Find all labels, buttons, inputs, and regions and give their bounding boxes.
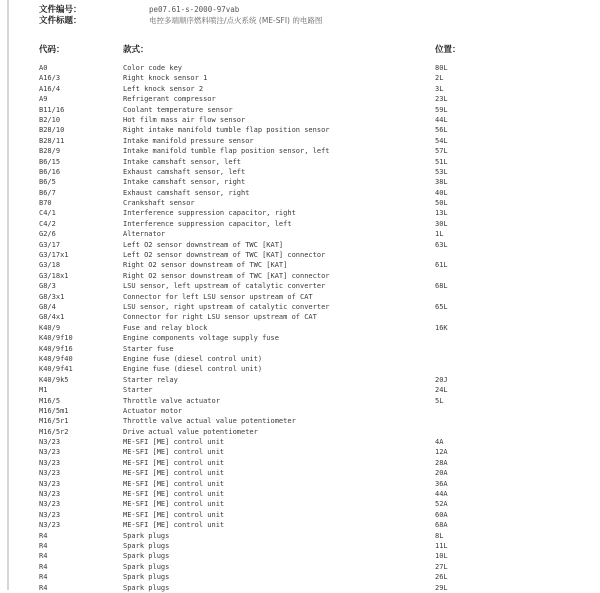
table-row: [39, 146, 559, 156]
component-description: ME-SFI [ME] control unit: [123, 469, 225, 478]
table-row: [39, 73, 559, 83]
table-row: [39, 281, 559, 291]
table-row: [39, 562, 559, 572]
table-row: [39, 271, 559, 281]
component-description: Alternator: [123, 230, 166, 239]
component-code: G8/4: [39, 302, 56, 311]
table-row: [39, 240, 559, 250]
component-description: Right O2 sensor downstream of TWC [KAT]: [123, 261, 288, 270]
component-code: B28/10: [39, 126, 65, 135]
component-description: Starter fuse: [123, 344, 174, 353]
table-row: [39, 312, 559, 322]
component-location: 30L: [435, 219, 448, 228]
component-code: B6/16: [39, 167, 61, 176]
component-description: Interference suppression capacitor, left: [123, 219, 292, 228]
table-row: [39, 188, 559, 198]
component-code: B28/11: [39, 136, 65, 145]
doc-number-row: [39, 5, 239, 15]
component-code: K40/9f41: [39, 365, 73, 374]
table-row: [39, 105, 559, 115]
table-row: [39, 344, 559, 354]
component-code: R4: [39, 531, 48, 540]
table-row: [39, 541, 559, 551]
component-location: 68A: [435, 521, 448, 530]
component-location: 44L: [435, 115, 448, 124]
table-row: [39, 354, 559, 364]
table-row: [39, 94, 559, 104]
component-location: 50L: [435, 199, 448, 208]
table-row: [39, 458, 559, 468]
component-code: B6/7: [39, 188, 56, 197]
component-location: 20A: [435, 469, 448, 478]
component-location: 11L: [435, 541, 448, 550]
table-row: [39, 551, 559, 561]
description-column-header: 款式：: [123, 45, 149, 55]
component-location: 10L: [435, 552, 448, 561]
component-code: N3/23: [39, 510, 61, 519]
table-row: [39, 302, 559, 312]
component-code: A9: [39, 95, 48, 104]
component-description: Color code key: [123, 64, 183, 72]
table-row: [39, 385, 559, 395]
component-code: N3/23: [39, 490, 61, 499]
component-location: 1L: [435, 230, 444, 239]
table-row: [39, 292, 559, 302]
component-description: Spark plugs: [123, 552, 170, 561]
table-row: [39, 583, 559, 593]
component-location: 20J: [435, 375, 448, 384]
component-description: ME-SFI [ME] control unit: [123, 438, 225, 447]
component-code: G8/4x1: [39, 313, 65, 322]
component-description: Engine fuse (diesel control unit): [123, 365, 263, 374]
component-list: [39, 63, 559, 593]
component-code: K40/9f10: [39, 334, 73, 343]
component-code: B6/15: [39, 157, 61, 166]
component-description: ME-SFI [ME] control unit: [123, 510, 225, 519]
component-code: R4: [39, 562, 48, 571]
component-description: Starter relay: [123, 375, 178, 384]
component-description: Fuse and relay block: [123, 323, 208, 332]
component-location: 60A: [435, 510, 448, 519]
component-code: A16/4: [39, 84, 61, 93]
component-code: K40/9f40: [39, 354, 73, 363]
component-description: Right intake manifold tumble flap position sensor: [123, 126, 330, 135]
table-row: [39, 115, 559, 125]
component-code: G3/17x1: [39, 251, 69, 260]
doc-title-value: 电控多端顺序燃料喷注/点火系统 (ME-SFI) 的电路图: [149, 16, 323, 25]
table-row: [39, 63, 559, 73]
component-code: K40/9f16: [39, 344, 73, 353]
component-code: M16/5m1: [39, 406, 69, 415]
component-description: Exhaust camshaft sensor, right: [123, 188, 250, 197]
component-code: R4: [39, 583, 48, 592]
component-description: Engine components voltage supply fuse: [123, 334, 279, 343]
component-description: Drive actual value potentiometer: [123, 427, 258, 436]
component-code: M16/5r1: [39, 417, 69, 426]
component-location: 12A: [435, 448, 448, 457]
table-row: [39, 396, 559, 406]
component-description: Spark plugs: [123, 562, 170, 571]
table-row: [39, 84, 559, 94]
component-description: Connector for right LSU sensor upstream of CAT: [123, 313, 317, 322]
document-page: [7, 0, 600, 590]
table-row: [39, 520, 559, 530]
component-location: 3L: [435, 84, 444, 93]
table-row: [39, 167, 559, 177]
component-location: 28A: [435, 458, 448, 467]
table-row: [39, 375, 559, 385]
table-row: [39, 177, 559, 187]
component-description: Spark plugs: [123, 541, 170, 550]
table-row: [39, 364, 559, 374]
component-description: ME-SFI [ME] control unit: [123, 521, 225, 530]
component-description: Throttle valve actuator: [123, 396, 220, 405]
doc-number-value: pe07.61-s-2000-97vab: [149, 5, 240, 14]
table-row: [39, 427, 559, 437]
component-location: 57L: [435, 147, 448, 156]
component-location: 52A: [435, 500, 448, 509]
component-location: 54L: [435, 136, 448, 145]
component-code: B6/5: [39, 178, 56, 187]
table-row: [39, 208, 559, 218]
table-row: [39, 489, 559, 499]
component-location: 24L: [435, 386, 448, 395]
component-location: 53L: [435, 167, 448, 176]
component-code: R4: [39, 552, 48, 561]
table-row: [39, 447, 559, 457]
table-row: [39, 323, 559, 333]
component-code: B28/9: [39, 147, 61, 156]
component-description: Left O2 sensor downstream of TWC [KAT] connector: [123, 251, 326, 260]
component-description: Connector for left LSU sensor upstream of CAT: [123, 292, 313, 301]
doc-number-label: 文件编号：: [39, 5, 82, 15]
table-row: [39, 510, 559, 520]
component-code: M1: [39, 386, 48, 395]
component-location: 59L: [435, 105, 448, 114]
component-location: 65L: [435, 302, 448, 311]
table-row: [39, 468, 559, 478]
table-row: [39, 250, 559, 260]
doc-title-label: 文件标题：: [39, 16, 82, 26]
component-location: 8L: [435, 531, 444, 540]
doc-title-row: [39, 16, 322, 26]
component-description: Actuator motor: [123, 406, 183, 415]
component-location: 56L: [435, 126, 448, 135]
component-location: 23L: [435, 95, 448, 104]
component-description: ME-SFI [ME] control unit: [123, 448, 225, 457]
component-code: N3/23: [39, 479, 61, 488]
component-description: Coolant temperature sensor: [123, 105, 233, 114]
component-location: 5L: [435, 396, 444, 405]
component-description: Intake manifold tumble flap position sensor, left: [123, 147, 330, 156]
component-code: B2/10: [39, 115, 61, 124]
component-location: 4A: [435, 438, 444, 447]
component-description: ME-SFI [ME] control unit: [123, 458, 225, 467]
component-code: G3/18: [39, 261, 61, 270]
table-row: [39, 531, 559, 541]
component-code: M16/5: [39, 396, 61, 405]
component-location: 51L: [435, 157, 448, 166]
component-code: G2/6: [39, 230, 56, 239]
component-description: Intake camshaft sensor, left: [123, 157, 242, 166]
component-location: 40L: [435, 188, 448, 197]
component-description: Intake manifold pressure sensor: [123, 136, 254, 145]
component-description: Spark plugs: [123, 531, 170, 540]
component-code: N3/23: [39, 500, 61, 509]
component-description: LSU sensor, right upstream of catalytic converter: [123, 302, 330, 311]
component-description: Intake camshaft sensor, right: [123, 178, 246, 187]
component-code: N3/23: [39, 469, 61, 478]
component-location: 16K: [435, 323, 448, 332]
table-row: [39, 499, 559, 509]
table-row: [39, 125, 559, 135]
component-description: Right O2 sensor downstream of TWC [KAT] connector: [123, 271, 330, 280]
component-code: B70: [39, 199, 52, 208]
component-code: A16/3: [39, 74, 61, 83]
table-row: [39, 260, 559, 270]
component-code: R4: [39, 541, 48, 550]
table-row: [39, 333, 559, 343]
table-row: [39, 572, 559, 582]
component-code: N3/23: [39, 448, 61, 457]
table-row: [39, 406, 559, 416]
component-location: 63L: [435, 240, 448, 249]
component-description: Engine fuse (diesel control unit): [123, 354, 263, 363]
component-code: K40/9: [39, 323, 61, 332]
component-code: K40/9k5: [39, 375, 69, 384]
table-row: [39, 198, 559, 208]
component-code: G8/3x1: [39, 292, 65, 301]
component-description: Interference suppression capacitor, right: [123, 209, 296, 218]
component-description: ME-SFI [ME] control unit: [123, 500, 225, 509]
component-code: R4: [39, 573, 48, 582]
table-row: [39, 219, 559, 229]
component-location: 80L: [435, 64, 448, 72]
component-description: Throttle valve actual value potentiometer: [123, 417, 296, 426]
component-location: 68L: [435, 282, 448, 291]
table-row: [39, 229, 559, 239]
component-code: M16/5r2: [39, 427, 69, 436]
component-description: Refrigerant compressor: [123, 95, 216, 104]
component-description: Left O2 sensor downstream of TWC [KAT]: [123, 240, 284, 249]
component-code: N3/23: [39, 458, 61, 467]
table-row: [39, 416, 559, 426]
component-code: B11/16: [39, 105, 65, 114]
code-column-header: 代码：: [39, 45, 65, 55]
table-row: [39, 136, 559, 146]
component-code: G8/3: [39, 282, 56, 291]
component-description: ME-SFI [ME] control unit: [123, 479, 225, 488]
component-location: 27L: [435, 562, 448, 571]
component-description: LSU sensor, left upstream of catalytic converter: [123, 282, 326, 291]
component-code: G3/17: [39, 240, 61, 249]
component-code: N3/23: [39, 438, 61, 447]
component-location: 2L: [435, 74, 444, 83]
component-description: Hot film mass air flow sensor: [123, 115, 246, 124]
component-location: 26L: [435, 573, 448, 582]
component-description: Exhaust camshaft sensor, left: [123, 167, 246, 176]
component-location: 29L: [435, 583, 448, 592]
component-code: A0: [39, 64, 48, 72]
table-row: [39, 437, 559, 447]
component-description: Crankshaft sensor: [123, 199, 195, 208]
table-row: [39, 157, 559, 167]
component-location: 36A: [435, 479, 448, 488]
component-code: C4/2: [39, 219, 56, 228]
component-description: ME-SFI [ME] control unit: [123, 490, 225, 499]
component-code: N3/23: [39, 521, 61, 530]
component-description: Starter: [123, 386, 153, 395]
component-description: Spark plugs: [123, 583, 170, 592]
component-location: 13L: [435, 209, 448, 218]
component-location: 44A: [435, 490, 448, 499]
component-code: G3/18x1: [39, 271, 69, 280]
location-column-header: 位置：: [435, 45, 461, 55]
component-description: Spark plugs: [123, 573, 170, 582]
component-description: Left knock sensor 2: [123, 84, 204, 93]
component-description: Right knock sensor 1: [123, 74, 208, 83]
component-location: 38L: [435, 178, 448, 187]
table-row: [39, 479, 559, 489]
component-location: 61L: [435, 261, 448, 270]
component-code: C4/1: [39, 209, 56, 218]
